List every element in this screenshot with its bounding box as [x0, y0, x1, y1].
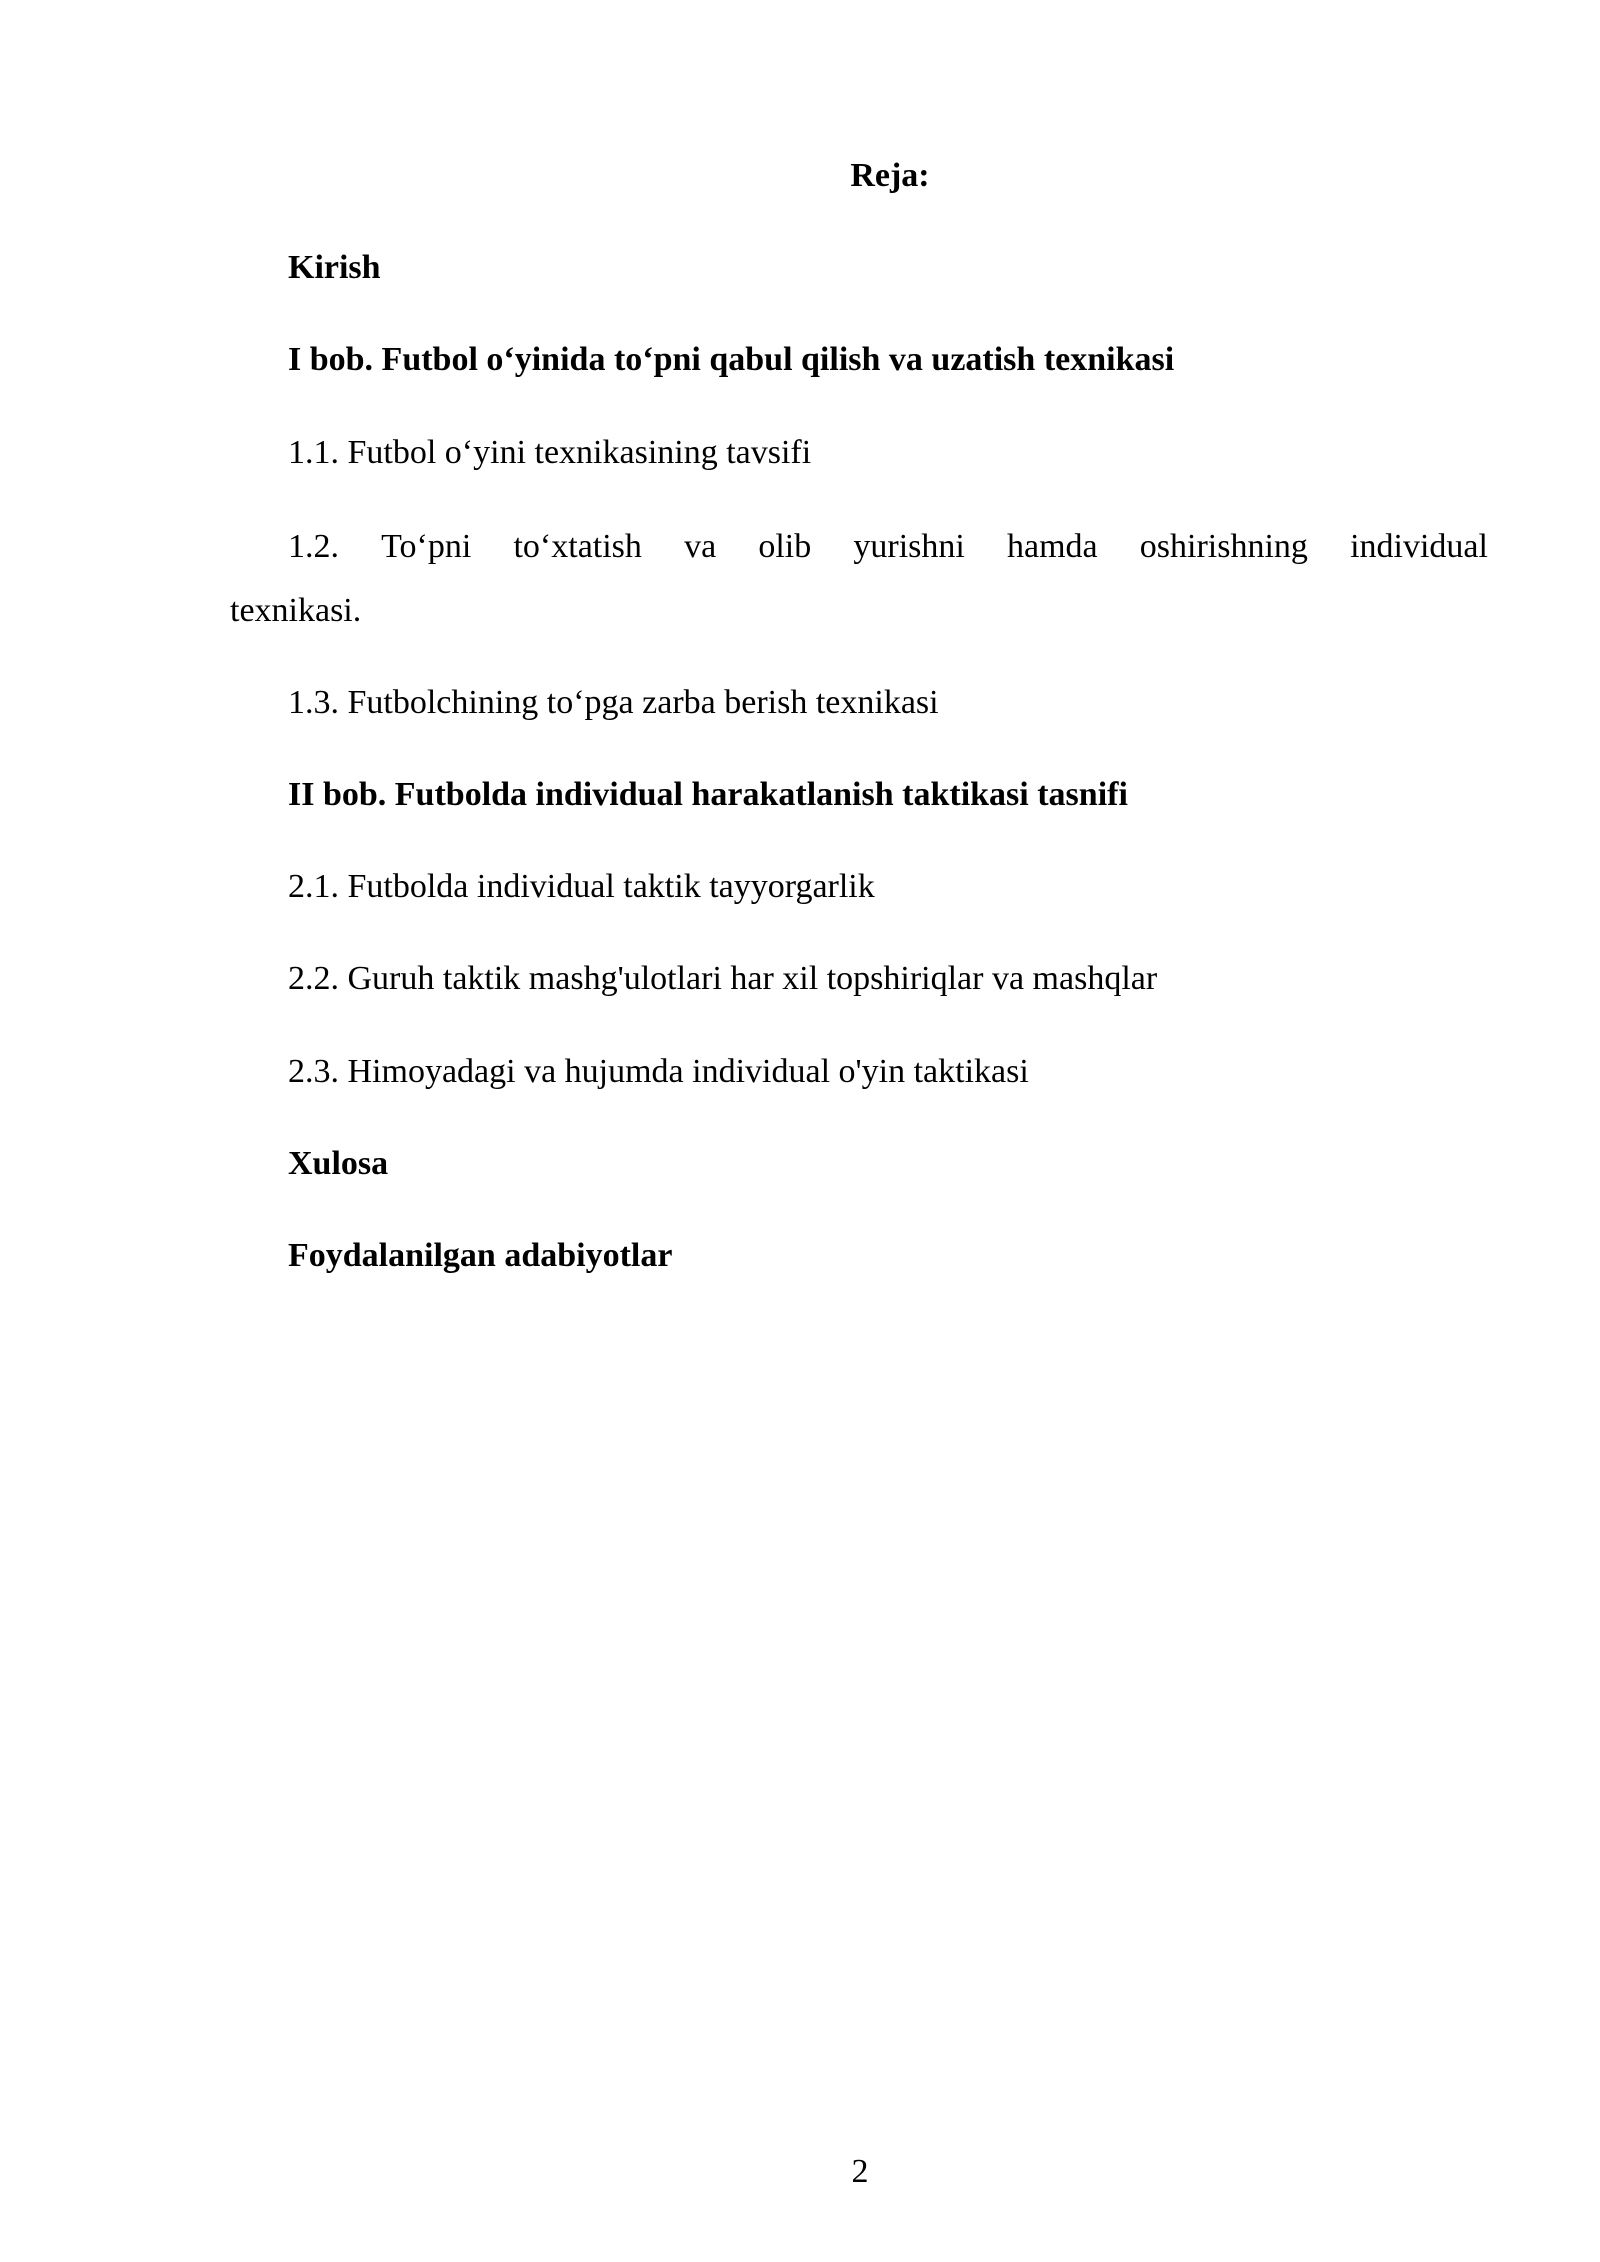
toc-item-introduction: Kirish — [288, 249, 381, 286]
plan-title: Reja: — [850, 157, 930, 194]
toc-section-1-2-word: va — [684, 528, 717, 565]
toc-section-1-1: 1.1. Futbol o‘yini texnikasining tavsifi — [288, 434, 812, 471]
toc-section-1-2-continuation: texnikasi. — [230, 592, 362, 629]
toc-section-1-2-word: olib — [758, 528, 812, 565]
toc-chapter-1: I bob. Futbol o‘yinida to‘pni qabul qilish va uzatish texnikasi — [288, 341, 1175, 378]
toc-section-2-3: 2.3. Himoyadagi va hujumda individual o'yin taktikasi — [288, 1053, 1029, 1090]
toc-section-1-2-word: To‘pni — [381, 528, 472, 565]
toc-item-conclusion: Xulosa — [288, 1145, 389, 1182]
toc-section-1-2-word: oshirishning — [1139, 528, 1308, 565]
toc-chapter-2: II bob. Futbolda individual harakatlanish taktikasi tasnifi — [288, 776, 1128, 813]
toc-section-1-2-word: to‘xtatish — [513, 528, 642, 565]
page-number: 2 — [851, 2153, 869, 2190]
toc-section-1-2 — [288, 527, 1488, 567]
toc-section-1-2-word: yurishni — [853, 528, 965, 565]
toc-section-2-2: 2.2. Guruh taktik mashg'ulotlari har xil topshiriqlar va mashqlar — [288, 960, 1158, 997]
toc-section-1-3: 1.3. Futbolchining to‘pga zarba berish texnikasi — [288, 684, 939, 721]
toc-section-1-2-word: 1.2. — [288, 528, 339, 565]
toc-section-1-2-word: individual — [1350, 528, 1488, 565]
toc-section-2-1: 2.1. Futbolda individual taktik tayyorgarlik — [288, 868, 875, 905]
toc-item-references: Foydalanilgan adabiyotlar — [288, 1237, 673, 1274]
toc-section-1-2-word: hamda — [1007, 528, 1098, 565]
